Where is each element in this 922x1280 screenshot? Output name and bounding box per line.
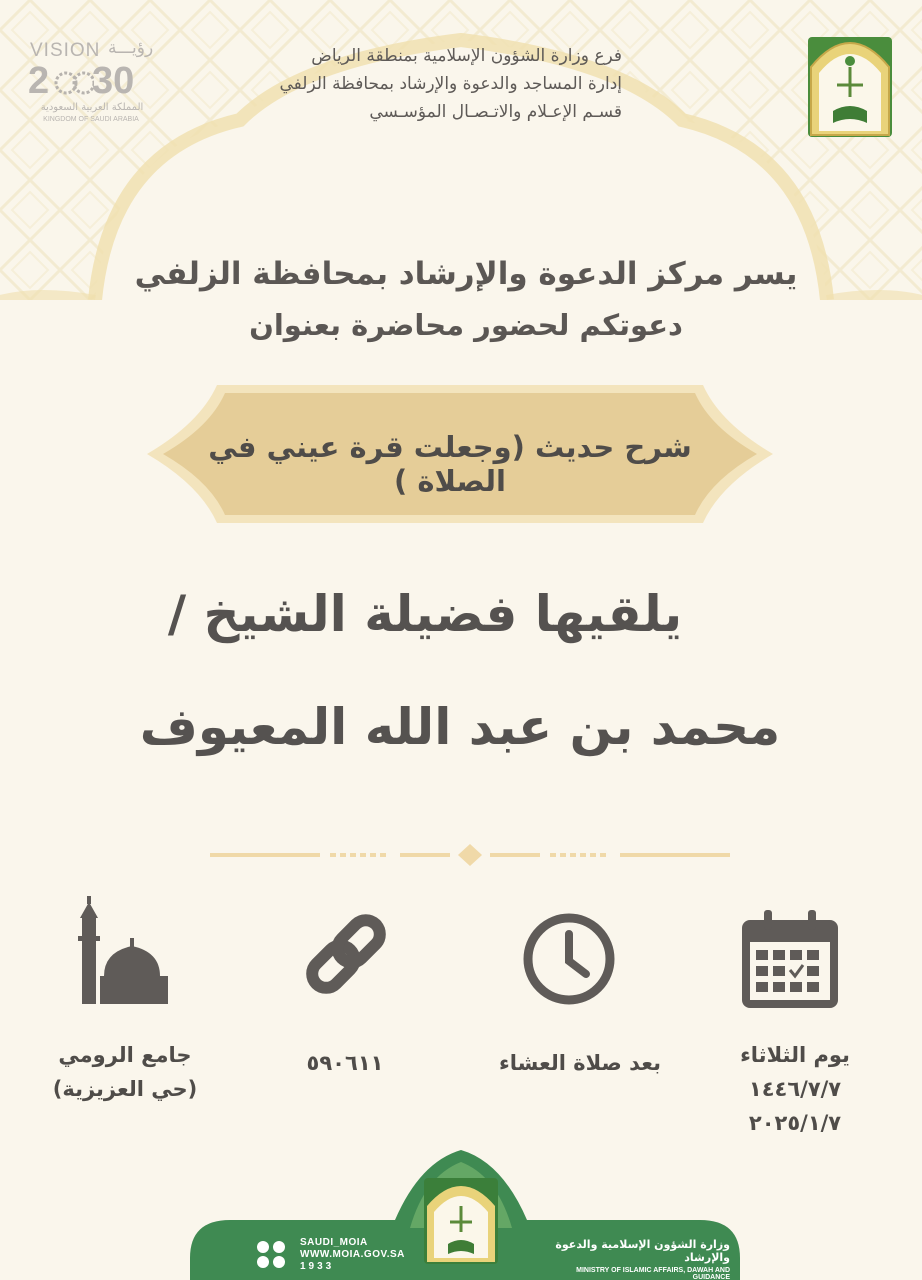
date-day: يوم الثلاثاء: [740, 1043, 850, 1067]
speaker-name: محمد بن عبد الله المعيوف: [139, 698, 781, 756]
time-info: [490, 1046, 670, 1080]
location-district: (حي العزيزية): [52, 1077, 198, 1101]
vision-kingdom-ar: المملكة العربية السعودية: [40, 102, 144, 113]
mosque-icon: [76, 896, 170, 1006]
footer-ministry: [540, 1238, 730, 1280]
link-info[interactable]: [270, 1046, 420, 1080]
palm-swords-icon: [54, 66, 94, 100]
footer-ministry-ar: وزارة الشؤون الإسلامية والدعوة والإرشاد: [555, 1238, 730, 1264]
date-hijri: ١٤٤٦/٧/٧: [748, 1077, 842, 1101]
intro-line-2: دعوتكم لحضور محاضرة بعنوان: [249, 308, 683, 342]
footer-ministry-en: MINISTRY OF ISLAMIC AFFAIRS, DAWAH AND GUIDANCE: [576, 1267, 730, 1280]
ministry-emblem: [805, 27, 895, 139]
vision-year-left: 2: [28, 60, 50, 102]
lecture-title: شرح حديث (وجعلت قرة عيني في الصلاة ): [208, 430, 692, 498]
location-mosque: جامع الرومي: [58, 1043, 192, 1067]
time-text: بعد صلاة العشاء: [498, 1051, 662, 1075]
clock-icon: [522, 912, 616, 1006]
calendar-icon: [740, 908, 840, 1010]
intro-line-1: يسر مركز الدعوة والإرشاد بمحافظة الزلفي: [134, 256, 798, 292]
vision-word-ar: رؤيـــة: [108, 38, 154, 57]
footer-band: [0, 1140, 922, 1280]
footer-year: 1933: [300, 1261, 335, 1272]
date-info: [720, 1038, 870, 1140]
vision-word-en: VISION: [30, 40, 101, 61]
date-gregorian: ٢٠٢٥/١/٧: [748, 1111, 842, 1135]
location-info: [40, 1038, 210, 1106]
link-icon: [300, 908, 392, 1000]
footer-website[interactable]: WWW.MOIA.GOV.SA: [300, 1249, 405, 1260]
header-organization: [202, 42, 622, 126]
header-line-2: إدارة المساجد والدعوة والإرشاد بمحافظة الزلفي: [279, 74, 622, 94]
speaker-intro: يلقيها فضيلة الشيخ /: [167, 585, 683, 643]
vision-year-right: 30: [92, 60, 135, 102]
link-text[interactable]: ٥٩٠٦١١: [306, 1051, 384, 1075]
footer-handle-text[interactable]: SAUDI_MOIA: [300, 1237, 368, 1248]
header-line-1: فرع وزارة الشؤون الإسلامية بمنطقة الرياض: [311, 46, 622, 66]
vision-2030-logo: [26, 40, 156, 128]
ornamental-divider: [210, 840, 730, 870]
footer-contacts: [300, 1237, 405, 1273]
header-line-3: قسـم الإعـلام والاتـصـال المؤسـسي: [369, 102, 622, 122]
vision-kingdom-en: KINGDOM OF SAUDI ARABIA: [43, 116, 139, 123]
